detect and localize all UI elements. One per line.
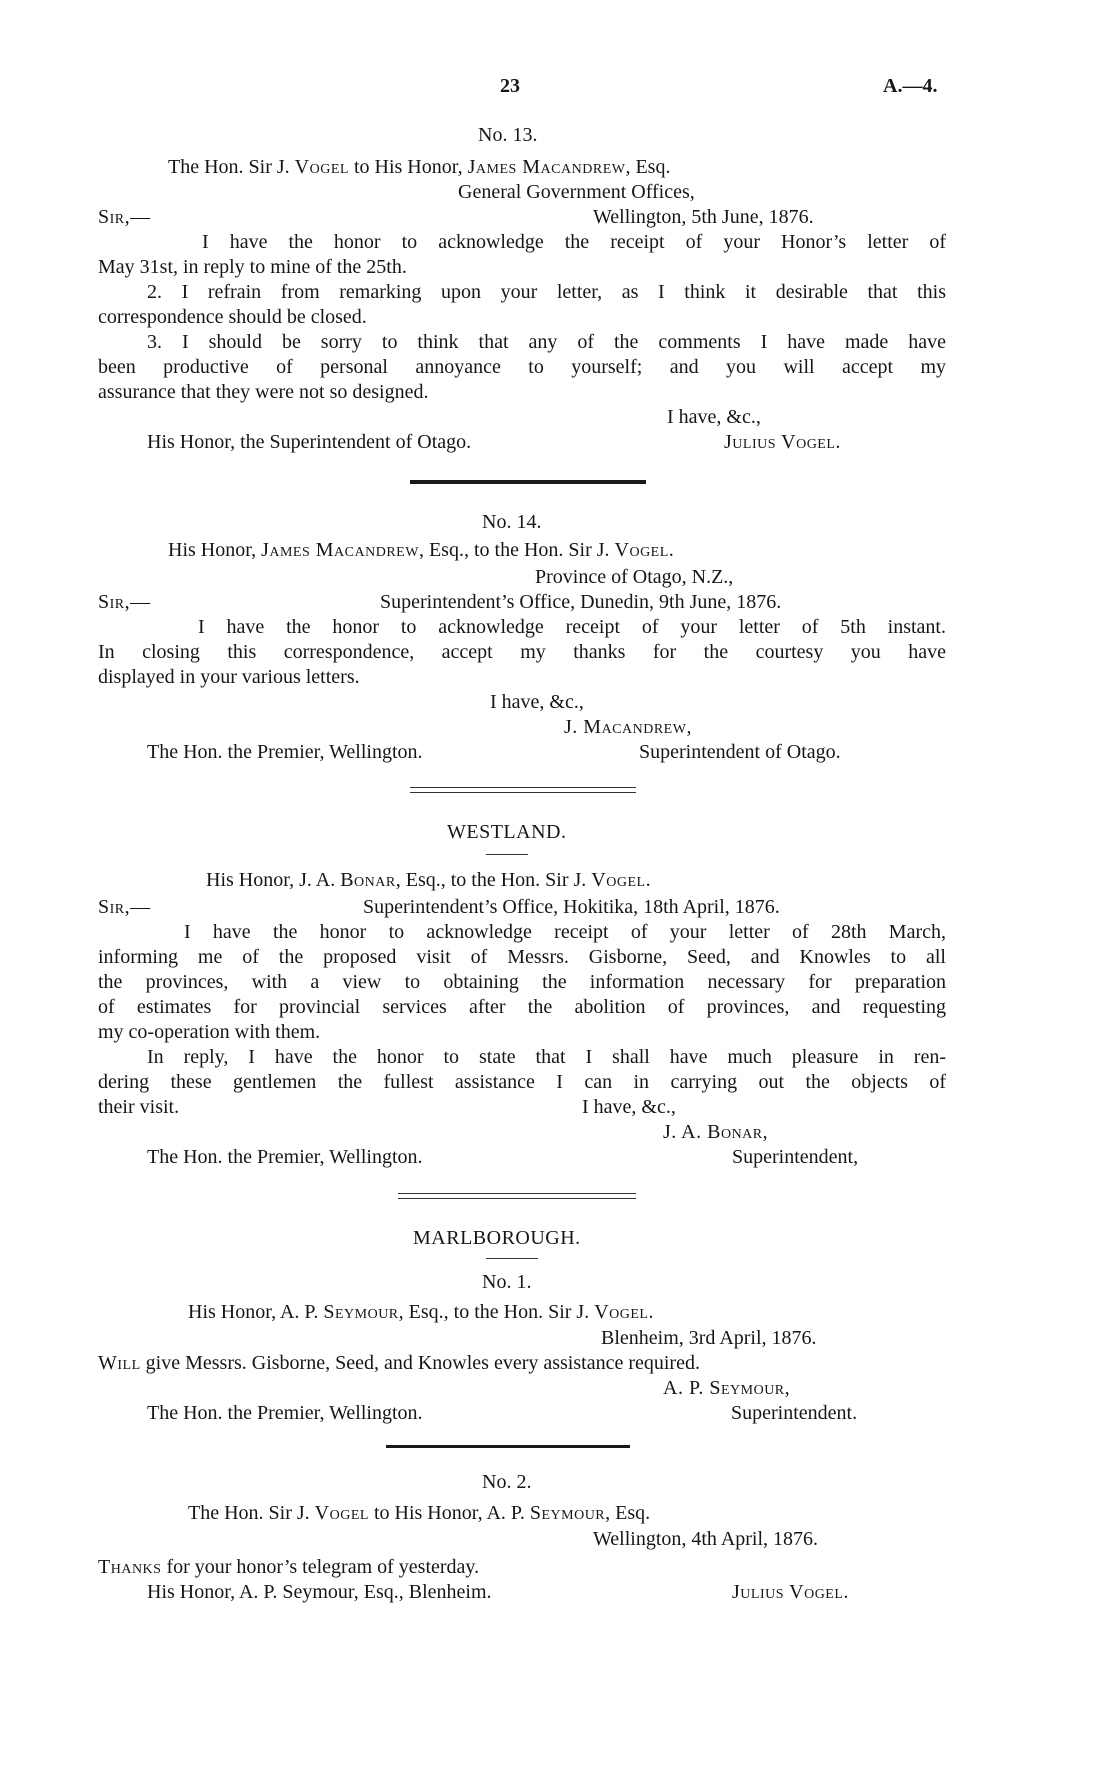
body-line: 3. I should be sorry to think that any of the comments I have made have [147, 331, 946, 353]
divider-thick [386, 1445, 630, 1448]
page-number: 23 [500, 75, 520, 97]
signature-title: Superintendent of Otago. [639, 741, 841, 763]
addressee: The Hon. the Premier, Wellington. [147, 741, 423, 763]
letter-heading: No. 1. [482, 1271, 532, 1293]
addressee: His Honor, the Superintendent of Otago. [147, 431, 472, 453]
letter-heading: No. 14. [482, 511, 542, 533]
body-line: I have the honor to acknowledge the receipt of your Honor’s letter of [202, 231, 946, 253]
place-date: Wellington, 5th June, 1876. [593, 206, 814, 228]
place-date: Wellington, 4th April, 1876. [593, 1528, 819, 1550]
addressee: His Honor, A. P. Seymour, Esq., Blenheim. [147, 1581, 492, 1603]
letter-heading: No. 2. [482, 1471, 532, 1493]
closing: I have, &c., [490, 691, 584, 713]
signature: J. Macandrew, [564, 716, 692, 738]
salutation: Sir,— [98, 206, 151, 228]
place-date: Superintendent’s Office, Dunedin, 9th June, 1876. [380, 591, 782, 613]
salutation: Sir,— [98, 591, 151, 613]
closing: I have, &c., [582, 1096, 676, 1118]
addressee: The Hon. the Premier, Wellington. [147, 1402, 423, 1424]
divider-double [398, 1193, 636, 1199]
place-date: Blenheim, 3rd April, 1876. [601, 1327, 817, 1349]
signature: A. P. Seymour, [663, 1377, 791, 1399]
body-line: been productive of personal annoyance to yourself; and you will accept my [98, 356, 946, 378]
divider-double [410, 787, 636, 793]
body-line: assurance that they were not so designed. [98, 381, 429, 403]
letter-title: The Hon. Sir J. Vogel to His Honor, A. P. Seymour, Esq. [188, 1502, 651, 1524]
letter-heading: No. 13. [478, 124, 538, 146]
body-line: displayed in your various letters. [98, 666, 360, 688]
body-line: In reply, I have the honor to state that I shall have much pleasure in ren- [147, 1046, 946, 1068]
addressee: The Hon. the Premier, Wellington. [147, 1146, 423, 1168]
body-line: dering these gentlemen the fullest assistance I can in carrying out the objects of [98, 1071, 946, 1093]
body-line: May 31st, in reply to mine of the 25th. [98, 256, 407, 278]
letter-title: The Hon. Sir J. Vogel to His Honor, James Macandrew, Esq. [168, 156, 671, 178]
letter-title: His Honor, A. P. Seymour, Esq., to the Hon. Sir J. Vogel. [188, 1301, 654, 1323]
province: Province of Otago, N.Z., [535, 566, 734, 588]
body-line: In closing this correspondence, accept my thanks for the courtesy you have [98, 641, 946, 663]
body-line: 2. I refrain from remarking upon your letter, as I think it desirable that this [147, 281, 946, 303]
body-line: correspondence should be closed. [98, 306, 367, 328]
section-underline [486, 854, 528, 855]
signature-title: Superintendent, [732, 1146, 859, 1168]
body-line: the provinces, with a view to obtaining the information necessary for preparation [98, 971, 946, 993]
signature: Julius Vogel. [724, 431, 841, 453]
signature: Julius Vogel. [732, 1581, 849, 1603]
closing: I have, &c., [667, 406, 761, 428]
body-line: their visit. [98, 1096, 180, 1118]
body-line: I have the honor to acknowledge receipt of your letter of 28th March, [184, 921, 946, 943]
sender-office: General Government Offices, [458, 181, 695, 203]
section-underline [486, 1258, 538, 1259]
body-line: of estimates for provincial services after the abolition of provinces, and requesting [98, 996, 946, 1018]
document-reference: A.—4. [883, 75, 938, 97]
section-heading: MARLBOROUGH. [413, 1227, 581, 1249]
signature-title: Superintendent. [731, 1402, 858, 1424]
section-heading: WESTLAND. [447, 821, 567, 843]
letter-title: His Honor, James Macandrew, Esq., to the Hon. Sir J. Vogel. [168, 539, 674, 561]
body-line: informing me of the proposed visit of Messrs. Gisborne, Seed, and Knowles to all [98, 946, 946, 968]
body-line: Will give Messrs. Gisborne, Seed, and Knowles every assistance required. [98, 1352, 700, 1374]
signature: J. A. Bonar, [663, 1121, 769, 1143]
body-line: I have the honor to acknowledge receipt of your letter of 5th instant. [198, 616, 946, 638]
body-line: my co-operation with them. [98, 1021, 321, 1043]
letter-title: His Honor, J. A. Bonar, Esq., to the Hon. Sir J. Vogel. [206, 869, 651, 891]
place-date: Superintendent’s Office, Hokitika, 18th April, 1876. [363, 896, 780, 918]
divider-thick [410, 480, 646, 484]
salutation: Sir,— [98, 896, 151, 918]
body-line: Thanks for your honor’s telegram of yesterday. [98, 1556, 480, 1578]
